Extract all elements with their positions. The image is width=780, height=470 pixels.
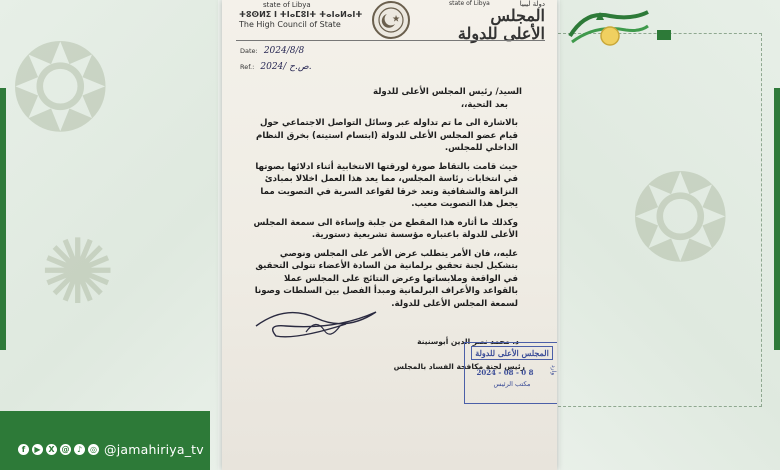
stamp-date: 2024 - 08 - 0 8: [476, 368, 534, 377]
tiktok-icon[interactable]: ♪: [74, 444, 85, 455]
date-value: 2024/8/8: [263, 46, 305, 56]
stamp-office: مكتب الرئيس: [493, 380, 531, 388]
logo-green-square: [657, 30, 671, 40]
letterhead-council-ar: المجلس الأعلى للدولة: [457, 6, 545, 43]
paragraph-2: حيث قامت بالتقاط صورة لورقتها الانتخابية أثناء ادلائها بصوتها في انتخابات رئاسة المجلس، مما يعد هذا العمل اخلالا بمبادئ النزاهة والشفافية وتعد خرقا لقواعد السرية في التصويت مما يجعل هذا التصويت معيب.: [255, 161, 518, 209]
paragraph-3: وكذلك ما أثاره هذا المقطع من جلبة وإساءة الى سمعة المجلس الأعلى للدولة باعتباره مؤسسة تشريعية دستورية.: [253, 217, 518, 240]
letterhead-state-ar: دولة ليبيا: [519, 0, 545, 8]
dashed-frame: [553, 33, 762, 407]
letterhead-right: [445, 0, 545, 43]
addressee: السيد/ رئيس المجلس الأعلى للدولة: [372, 87, 522, 97]
social-bar: [18, 440, 204, 458]
council-seal-icon: [365, 0, 417, 40]
letter-body: [252, 86, 522, 316]
stamp-title: المجلس الأعلى للدولة: [471, 346, 553, 360]
signatory-name: د. محمد نصر الدين أبوسنينة: [417, 337, 519, 346]
left-green-accent: [0, 88, 6, 350]
letterhead-left: [239, 0, 363, 30]
x-icon[interactable]: X: [46, 444, 57, 455]
stamp-side-label: وارد: [550, 365, 557, 376]
reference-label: Ref.:: [240, 63, 255, 71]
paragraph-1: بالاشارة الى ما تم تداوله عبر وسائل التواصل الاجتماعي حول قيام عضو المجلس الأعلى للدولة (ابتسام استيته) بخرق النظام الداخلي للمجلس.: [256, 118, 518, 153]
facebook-icon[interactable]: f: [18, 444, 29, 455]
date-label: Date:: [240, 47, 258, 55]
letter-document: [222, 0, 557, 470]
right-green-accent: [774, 88, 780, 350]
signatory-title: رئيس لجنة مكافحة الفساد بالمجلس: [393, 362, 525, 371]
channel-logo-icon: [566, 6, 652, 48]
threads-icon[interactable]: @: [61, 444, 70, 454]
letterhead-tifinagh: ⵜⵓⵙⵍⵉ ⵏ ⵜⵏⴰⵎⵓⵏⵜ ⵜⴰⵏⴰⵍⴰⵏⵜ: [239, 10, 363, 19]
reference-value: 2024/ ص.ح.: [260, 62, 312, 72]
letterhead-state-en-left: state of Libya: [263, 1, 311, 9]
letterhead-council-en: The High Council of State: [239, 20, 341, 29]
calligraphy-ornament-left-lower: ✺: [40, 220, 116, 325]
left-background-panel: [0, 0, 218, 470]
paragraph-4-text: فان الأمر يتطلب عرض الأمر على المجلس ونوصي بتشكيل لجنة تحقيق برلمانية من السادة الأعضاء تتولى التحقيق في الواقعة وملابساتها وعرض النتائج على المجلس عملا بالقواعد والأعراف البرلمانية ومبدأ الفصل بين السلطات وصونا لسمعة المجلس الأعلى للدولة.: [254, 248, 518, 309]
paragraph-4-lead: عليه،،: [493, 248, 518, 259]
youtube-icon[interactable]: ▶: [32, 444, 43, 455]
letterhead-state-en-right: state of Libya: [449, 0, 490, 7]
calligraphy-ornament-left: ❂: [10, 20, 111, 159]
letterhead-divider: [236, 40, 545, 41]
greeting: بعد التحية،،: [460, 99, 508, 110]
channel-handle[interactable]: @jamahiriya_tv: [104, 441, 204, 457]
calligraphy-ornament-right: ❂: [630, 150, 731, 289]
received-stamp: [464, 342, 557, 404]
instagram-icon[interactable]: ◎: [88, 444, 99, 455]
handwritten-signature: [246, 296, 396, 348]
date-line: [240, 46, 304, 56]
reference-line: [240, 62, 312, 72]
